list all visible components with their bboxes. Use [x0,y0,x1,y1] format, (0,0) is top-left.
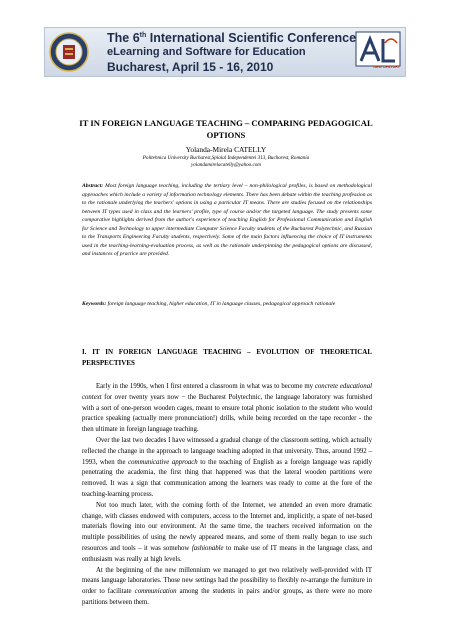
body-paragraph: At the beginning of the new millennium we managed to get two relatively well-provided with IT means language laboratories. Those new settings had the possibility to flexibly re-arrange the furniture in order to facilitate communication among the students in pairs and/or groups, as there were no more partitions between them. [82,566,372,606]
conference-banner [44,27,406,77]
body-paragraph: Not too much later, with the coming forth of the Internet, we attended an even more dramatic change, with classes endowed with computers, access to the Internet and, implicitly, a spate of net-based materials flowing into our environment. At the same time, the teachers received information on the multiple possibilities of using the newly appeared means, and some of them really began to use such resources and tools – it was somehow fashionable to make use of IT means in the language class, and enthusiasm was really at high levels. [82,501,372,563]
paper-title-line-2: OPTIONS [206,130,246,140]
university-crest-icon [49,32,89,72]
paper-title-line-1: IT IN FOREIGN LANGUAGE TEACHING – COMPARING PEDAGOGICAL [79,118,373,128]
keywords-label: Keywords: [82,301,107,307]
affiliation-address: Politehnica University Bucharest,Splaiul Independentei 313, Bucharest, Romania [142,155,310,161]
abstract-text: Most foreign language teaching, including the tertiary level – non-philological profiles, is based on methodological approaches which include a variety of information technology elements. There has been debate within the teaching profession as to the rationale underlying the teachers' options in using a particular IT means. There are studies focused on the relationships between IT types used in class and the learners' profile, type of course and/or the targeted language. The study presents some comparative highlights derived from the author's experience of teaching English for Professional Communication and English for Science and Technology to upper intermediate Computer Science Faculty students of the Bucharest Polytechnic, and Russian to the Transports Engineering Faculty students, respectively. Some of the main factors influencing the choice of IT instruments used in the teaching-learning-evaluation process, as well as the rationale underpinning the pedagogical options are discussed, and instances of practice are provided. [82,183,372,258]
abstract [82,182,372,259]
banner-line-3: Bucharest, April 15 - 16, 2010 [107,60,274,74]
paper-title [60,117,392,141]
section-heading: I. IT IN FOREIGN LANGUAGE TEACHING – EVOLUTION OF THEORETICAL PERSPECTIVES [82,348,372,367]
body-text [82,382,372,609]
author-affiliation [40,155,412,168]
author-email: yolandamirelacatelly@yahoo.com [191,161,261,168]
body-paragraph: Over the last two decades I have witnessed a gradual change of the classroom setting, which actually reflected the change in the approach to language teaching adopted in that university. Thus, around 1992 – 1993, when the communicative approach to the teaching of English as a foreign language was rapidly penetrating the academia, the first thing that happened was that the lateral wooden partitions were removed. It was a sign that communication among the learners was ready to come at the fore of the teaching-learning process. [82,436,372,498]
keywords [82,300,372,309]
keywords-text: foreign language teaching, higher education, IT in language classes, pedagogical approach rationale [106,301,336,307]
author-name: Yolanda-Mirela CATELLY [185,145,267,154]
abstract-label: Abstract: [82,183,104,189]
banner-line-2: eLearning and Software for Education [107,46,306,58]
banner-line-1: The 6th International Scientific Conference [107,31,357,45]
conference-logo-caption: NEW CENTURY [373,65,400,69]
body-paragraph: Early in the 1990s, when I first entered a classroom in what was to become my concrete educational context for over twenty years now − the Bucharest Polytechnic, the language laboratory was furnished with a sort of one-person wooden cages, meant to ensure total phonic isolation to the student who would practice speaking (actually mere pronunciation!) drills, while being recorded on the tape recorder - the then ultimate in foreign language teaching. [82,383,372,434]
